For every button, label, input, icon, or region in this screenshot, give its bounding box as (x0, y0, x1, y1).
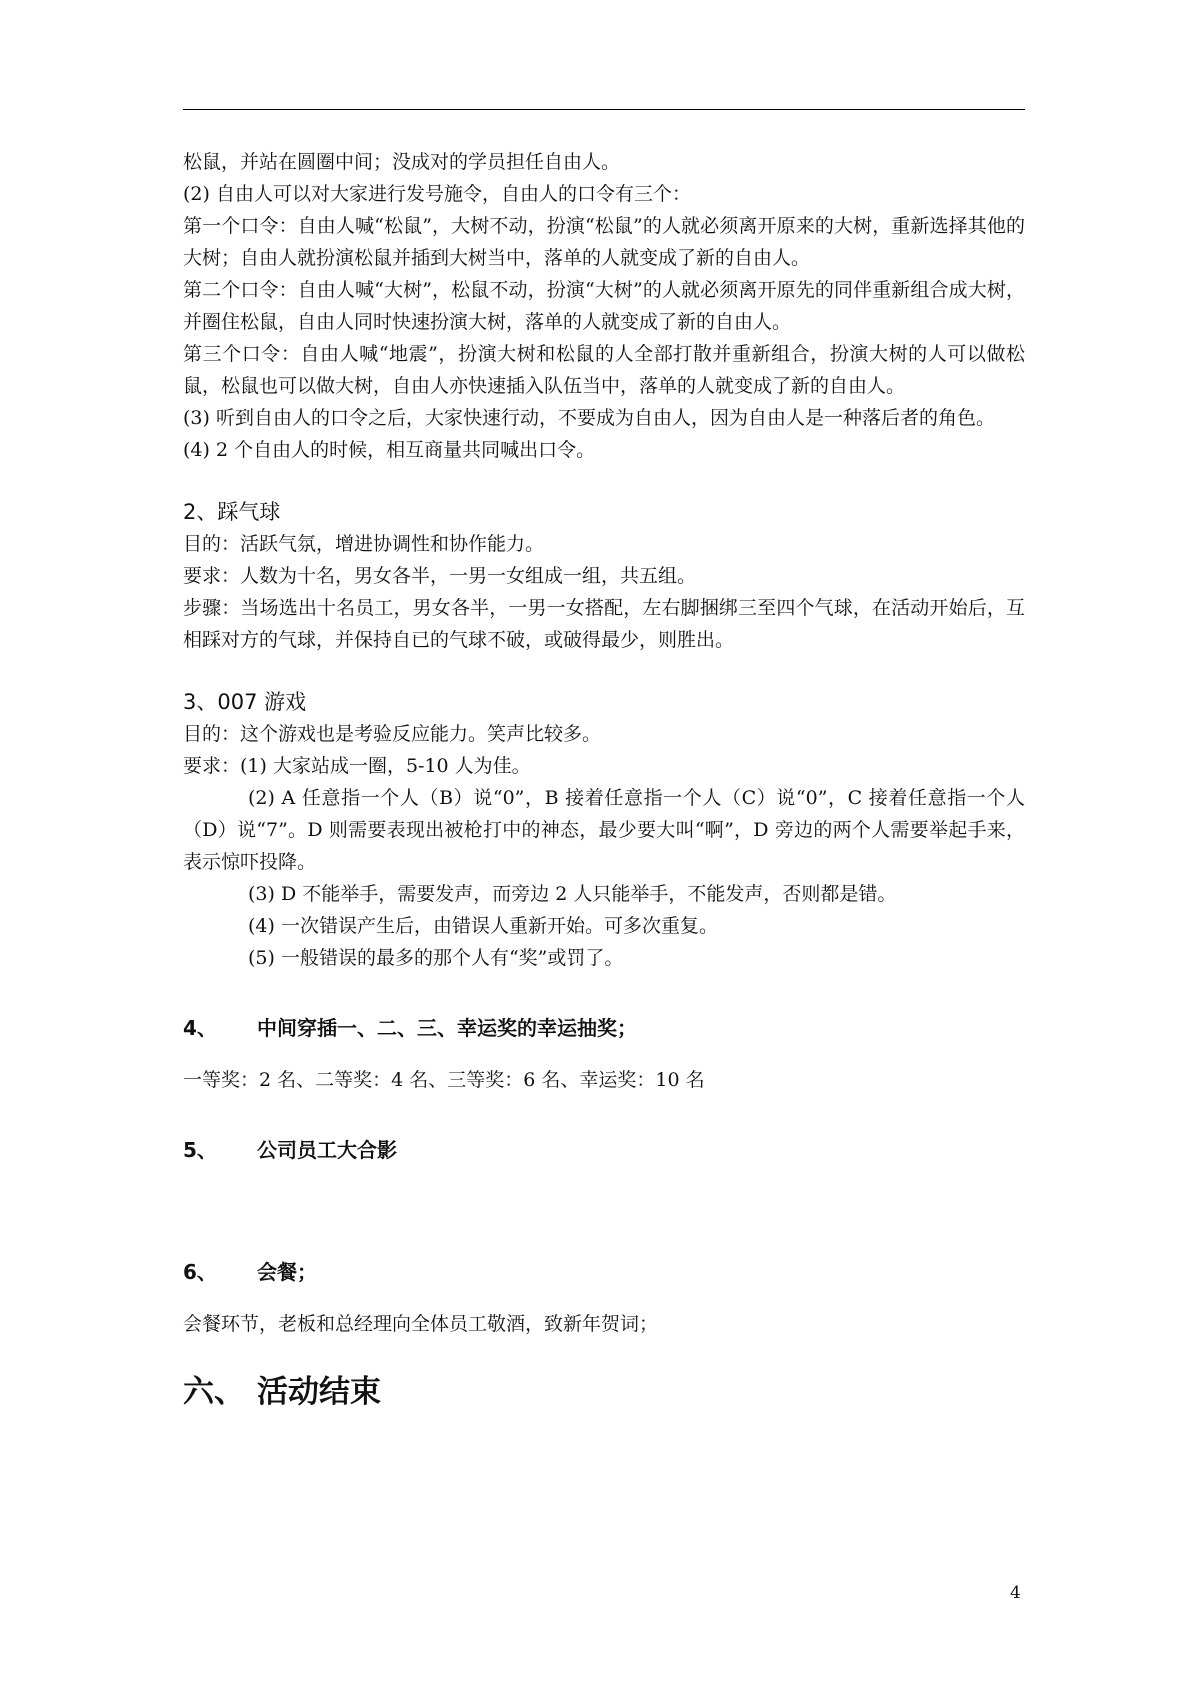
chapter-title: 活动结束 (257, 1374, 381, 1410)
section-title: 会餐； (257, 1260, 317, 1284)
section-6-body: 会餐环节，老板和总经理向全体员工敬酒，致新年贺词； (183, 1313, 659, 1335)
section-title: 中间穿插一、二、三、幸运奖的幸运抽奖； (257, 1016, 637, 1040)
section-number: 4、 (183, 1016, 217, 1040)
paragraph: 第三个口令：自由人喊“地震”，扮演大树和松鼠的人全部打散并重新组合，扮演大树的人可以做松鼠，松鼠也可以做大树，自由人亦快速插入队伍当中，落单的人就变成了新的自由人。 (183, 343, 1025, 397)
game3-purpose: 目的：这个游戏也是考验反应能力。笑声比较多。 (183, 723, 602, 745)
section-title: 公司员工大合影 (257, 1138, 397, 1162)
game3-requirement-4: (4) 一次错误产生后，由错误人重新开始。可多次重复。 (248, 915, 718, 937)
paragraph: (2) 自由人可以对大家进行发号施令，自由人的口令有三个： (183, 183, 691, 205)
chapter-number: 六、 (183, 1374, 245, 1410)
game2-requirement: 要求：人数为十名，男女各半，一男一女组成一组，共五组。 (183, 565, 697, 587)
section-5-heading (183, 1134, 1025, 1166)
paragraph: (4) 2 个自由人的时候，相互商量共同喊出口令。 (183, 439, 596, 461)
section-number: 5、 (183, 1138, 217, 1162)
game3-requirement-3: (3) D 不能举手，需要发声，而旁边 2 人只能举手，不能发声，否则都是错。 (248, 883, 897, 905)
paragraph: 松鼠，并站在圆圈中间；没成对的学员担任自由人。 (183, 151, 621, 173)
paragraph: 第一个口令：自由人喊“松鼠”，大树不动，扮演“松鼠”的人就必须离开原来的大树，重新选择其他的大树；自由人就扮演松鼠并插到大树当中，落单的人就变成了新的自由人。 (183, 215, 1025, 269)
game3-requirement-5: (5) 一般错误的最多的那个人有“奖”或罚了。 (248, 947, 624, 969)
game2-heading: 2、踩气球 (183, 500, 281, 524)
game2-steps: 步骤：当场选出十名员工，男女各半，一男一女搭配，左右脚捆绑三至四个气球，在活动开始后，互相踩对方的气球，并保持自已的气球不破，或破得最少，则胜出。 (183, 597, 1025, 651)
game3-requirement-2: (2) A 任意指一个人（B）说“0”，B 接着任意指一个人（C）说“0”，C 接着任意指一个人（D）说“7”。D 则需要表现出被枪打中的神态，最少要大叫“啊”，D 旁边的两个人需要举起手来，表示惊吓投降。 (183, 787, 1025, 873)
section-number: 6、 (183, 1260, 217, 1284)
page-number: 4 (1010, 1583, 1021, 1603)
game2-purpose: 目的：活跃气氛，增进协调性和协作能力。 (183, 533, 545, 555)
game3-heading: 3、007 游戏 (183, 690, 307, 714)
chapter-heading (183, 1370, 1025, 1414)
paragraph: (3) 听到自由人的口令之后，大家快速行动，不要成为自由人，因为自由人是一种落后者的角色。 (183, 407, 995, 429)
page-content (183, 146, 1025, 1414)
paragraph: 第二个口令：自由人喊“大树”，松鼠不动，扮演“大树”的人就必须离开原先的同伴重新组合成大树，并圈住松鼠，自由人同时快速扮演大树，落单的人就变成了新的自由人。 (183, 279, 1025, 333)
prize-list: 一等奖：2 名、二等奖：4 名、三等奖：6 名、幸运奖：10 名 (183, 1069, 705, 1091)
header-rule (183, 109, 1025, 110)
section-4-heading (183, 1012, 1025, 1044)
game3-requirement-1: 要求：(1) 大家站成一圈，5-10 人为佳。 (183, 755, 531, 777)
section-6-heading (183, 1256, 1025, 1288)
